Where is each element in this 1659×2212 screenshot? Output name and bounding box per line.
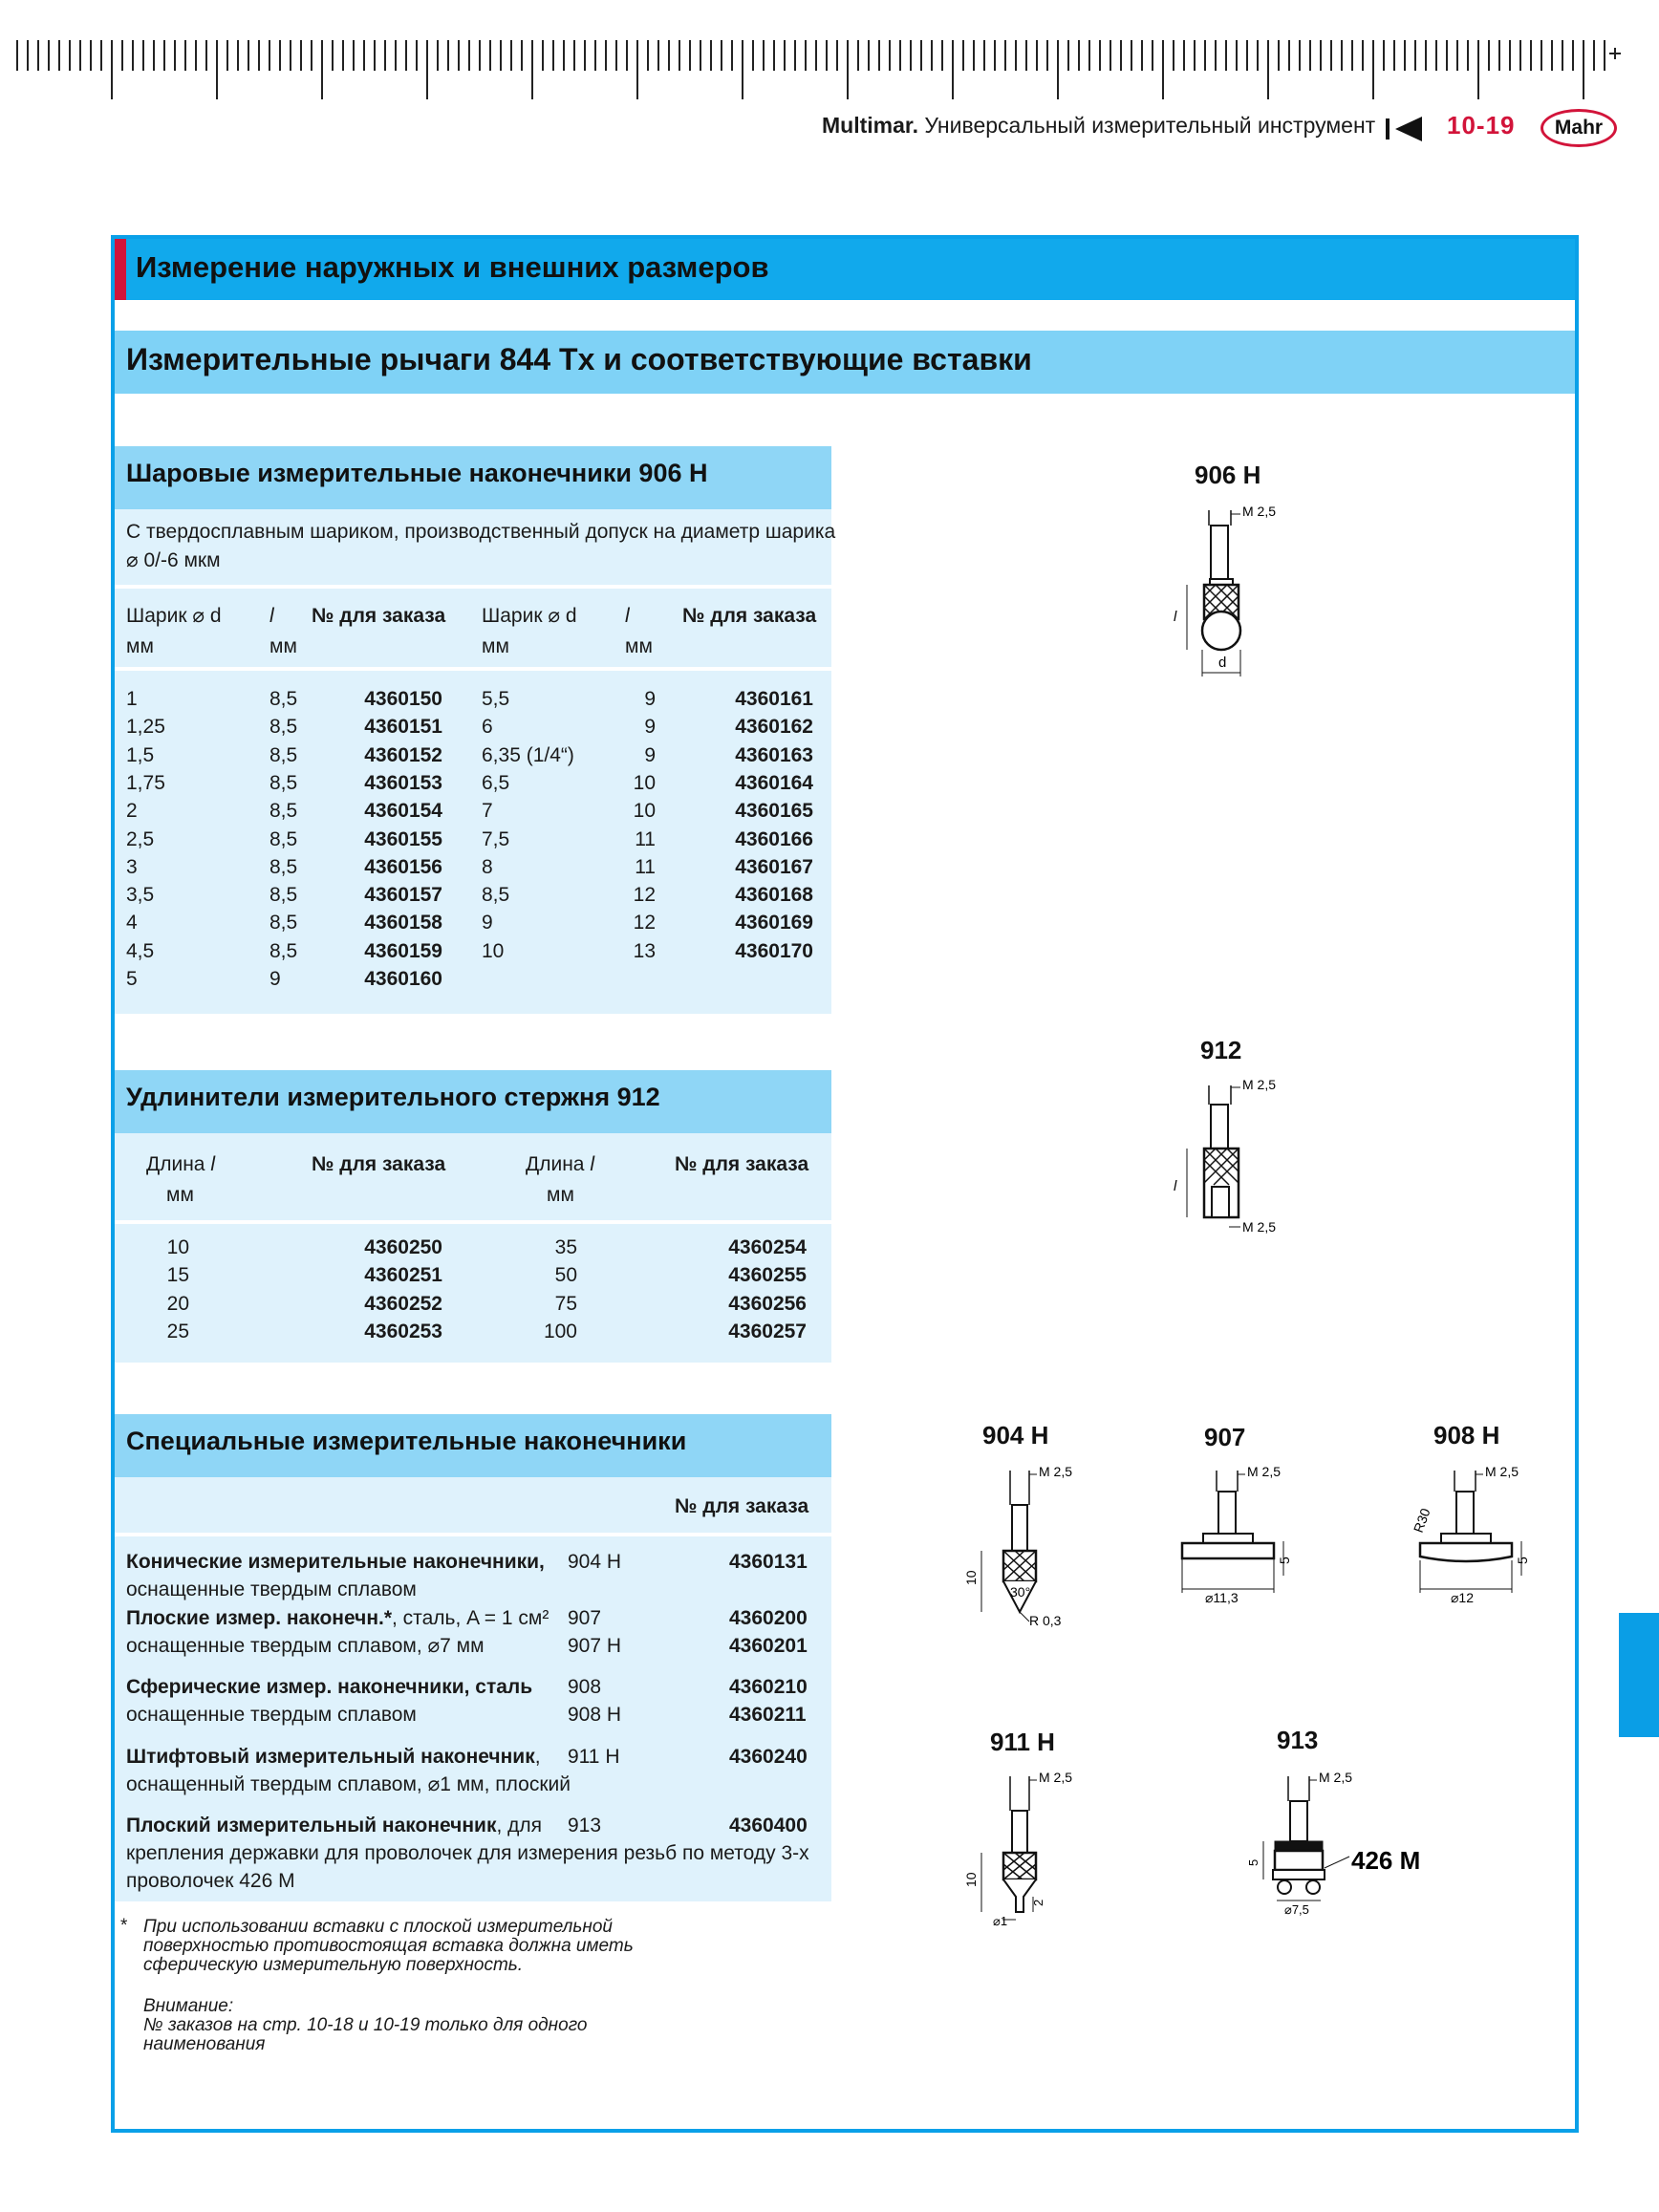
order-number-cell: 4360255 bbox=[728, 1264, 807, 1286]
length-cell: 35 bbox=[554, 1236, 577, 1258]
holder-label: 426 M bbox=[1351, 1846, 1421, 1875]
length-cell: 100 bbox=[543, 1321, 577, 1342]
drawing-906-label: 906 H bbox=[1195, 461, 1261, 489]
subsection-title: Измерительные рычаги 844 Tx и соответствующие вставки bbox=[126, 342, 1032, 376]
col-header-order: № для заказа bbox=[682, 605, 817, 627]
drawing-912 bbox=[1166, 1072, 1309, 1244]
section2-title: Удлинители измерительного стержня 912 bbox=[126, 1083, 660, 1111]
order-number-cell: 4360162 bbox=[735, 716, 813, 738]
order-number-cell: 4360166 bbox=[735, 828, 813, 850]
attention-line: № заказов на стр. 10-18 и 10-19 только для одного bbox=[143, 2015, 588, 2035]
section-banner bbox=[115, 239, 1575, 300]
footnote-line: При использовании вставки с плоской измерительной bbox=[143, 1917, 613, 1937]
drawing-904-label: 904 H bbox=[982, 1421, 1049, 1450]
length-cell: 9 bbox=[644, 688, 656, 710]
diameter-label: ⌀7,5 bbox=[1284, 1902, 1309, 1917]
col-unit: мм bbox=[166, 1184, 194, 1206]
drawing-904h bbox=[960, 1457, 1104, 1639]
diameter-label: ⌀11,3 bbox=[1205, 1590, 1239, 1605]
item-order: 4360240 bbox=[729, 1746, 808, 1768]
item-sub: оснащенные твердым сплавом bbox=[126, 1704, 417, 1726]
attention-label: Внимание: bbox=[143, 1996, 234, 2016]
thread-label: M 2,5 bbox=[1039, 1464, 1073, 1479]
length-cell: 9 bbox=[269, 968, 281, 990]
section2-header bbox=[115, 1070, 831, 1133]
order-number-cell: 4360167 bbox=[735, 856, 813, 878]
thread-label: M 2,5 bbox=[1319, 1770, 1353, 1785]
col-header-order: № для заказа bbox=[675, 1153, 809, 1175]
order-number-cell: 4360253 bbox=[364, 1321, 442, 1342]
length-cell: 13 bbox=[633, 940, 656, 962]
length-label: 10 bbox=[963, 1872, 979, 1887]
length-cell: 8,5 bbox=[269, 856, 298, 878]
thread-label: M 2,5 bbox=[1247, 1464, 1282, 1479]
order-number-cell: 4360158 bbox=[364, 912, 442, 934]
ball-diameter-cell: 4 bbox=[126, 912, 138, 934]
item-name: Плоский измерительный наконечник, для bbox=[126, 1815, 543, 1836]
item-code: 907 bbox=[568, 1607, 602, 1629]
length-cell: 10 bbox=[166, 1236, 189, 1258]
chapter-tab[interactable] bbox=[1619, 1613, 1659, 1737]
length-cell: 9 bbox=[644, 744, 656, 766]
item-name: Конические измерительные наконечники, bbox=[126, 1551, 545, 1573]
length-label: 10 bbox=[963, 1570, 979, 1585]
order-number-cell: 4360257 bbox=[728, 1321, 807, 1342]
banner-accent bbox=[115, 239, 126, 300]
length-cell: 15 bbox=[166, 1264, 189, 1286]
col-header-l: l bbox=[625, 605, 630, 627]
section1-desc: С твердосплавным шариком, производственный допуск на диаметр шарика bbox=[126, 521, 836, 543]
mahr-logo: Mahr bbox=[1540, 109, 1617, 147]
radius-label: R 0,3 bbox=[1029, 1613, 1062, 1628]
banner-title: Измерение наружных и внешних размеров bbox=[136, 250, 769, 284]
item-order: 4360211 bbox=[729, 1704, 807, 1726]
length-cell: 25 bbox=[166, 1321, 189, 1342]
divider bbox=[115, 585, 831, 589]
col-header-order: № для заказа bbox=[675, 1495, 809, 1517]
divider bbox=[115, 667, 831, 671]
length-cell: 8,5 bbox=[269, 940, 298, 962]
order-number-cell: 4360163 bbox=[735, 744, 813, 766]
item-sub: оснащенные твердым сплавом bbox=[126, 1578, 417, 1600]
order-number-cell: 4360161 bbox=[735, 688, 813, 710]
drawing-907-label: 907 bbox=[1204, 1423, 1246, 1451]
order-number-cell: 4360169 bbox=[735, 912, 813, 934]
item-code: 913 bbox=[568, 1815, 602, 1836]
ball-diameter-cell: 8 bbox=[482, 856, 493, 878]
ball-diameter-cell: 6,35 (1/4“) bbox=[482, 744, 574, 766]
section1-header bbox=[115, 446, 831, 509]
drawing-908h bbox=[1405, 1457, 1577, 1620]
drawing-906h bbox=[1166, 497, 1309, 688]
col-header-length: Длина l bbox=[146, 1153, 215, 1175]
item-order: 4360210 bbox=[729, 1676, 808, 1698]
length-cell: 10 bbox=[633, 772, 656, 794]
section1-desc: ⌀ 0/-6 мкм bbox=[126, 549, 221, 571]
ball-diameter-cell: 4,5 bbox=[126, 940, 155, 962]
drawing-908-label: 908 H bbox=[1433, 1421, 1500, 1450]
footnote-star: * bbox=[120, 1916, 128, 1936]
order-number-cell: 4360154 bbox=[364, 800, 442, 822]
thread-top-label: M 2,5 bbox=[1242, 1077, 1277, 1092]
thread-label: M 2,5 bbox=[1039, 1770, 1073, 1785]
ball-diameter-cell: 1,75 bbox=[126, 772, 165, 794]
diameter-label: ⌀1 bbox=[993, 1914, 1008, 1928]
order-number-cell: 4360252 bbox=[364, 1293, 442, 1315]
order-number-cell: 4360164 bbox=[735, 772, 813, 794]
order-number-cell: 4360168 bbox=[735, 884, 813, 906]
ball-diameter-cell: 7 bbox=[482, 800, 493, 822]
length-cell: 10 bbox=[633, 800, 656, 822]
thread-label: M 2,5 bbox=[1485, 1464, 1519, 1479]
ball-diameter-cell: 1,25 bbox=[126, 716, 165, 738]
ball-diameter-cell: 5,5 bbox=[482, 688, 510, 710]
length-cell: 8,5 bbox=[269, 744, 298, 766]
thread-bottom-label: M 2,5 bbox=[1242, 1219, 1277, 1235]
header-divider bbox=[1386, 118, 1390, 140]
length-cell: 12 bbox=[633, 884, 656, 906]
ball-diameter-cell: 3 bbox=[126, 856, 138, 878]
item-code: 908 bbox=[568, 1676, 602, 1698]
order-number-cell: 4360250 bbox=[364, 1236, 442, 1258]
length-cell: 8,5 bbox=[269, 772, 298, 794]
item-order: 4360200 bbox=[729, 1607, 808, 1629]
length-label: l bbox=[1174, 609, 1177, 625]
col-header-order: № для заказа bbox=[312, 605, 446, 627]
angle-label: 30° bbox=[1010, 1584, 1031, 1600]
footnote-line: сферическую измерительную поверхность. bbox=[143, 1955, 524, 1975]
length-cell: 11 bbox=[635, 856, 656, 878]
ball-diameter-cell: 1,5 bbox=[126, 744, 155, 766]
item-sub: оснащенные твердым сплавом, ⌀7 мм bbox=[126, 1635, 485, 1657]
divider bbox=[115, 1220, 831, 1224]
footnote-line: поверхностью противостоящая вставка должна иметь bbox=[143, 1936, 634, 1956]
item-sub: проволочек 426 M bbox=[126, 1870, 295, 1892]
order-number-cell: 4360160 bbox=[364, 968, 442, 990]
section3-header bbox=[115, 1414, 831, 1477]
length-label: l bbox=[1174, 1178, 1177, 1194]
order-number-cell: 4360159 bbox=[364, 940, 442, 962]
col-unit: мм bbox=[482, 635, 509, 657]
length-cell: 8,5 bbox=[269, 912, 298, 934]
length-cell: 75 bbox=[554, 1293, 577, 1315]
drawing-907 bbox=[1171, 1457, 1343, 1620]
ball-diameter-cell: 2,5 bbox=[126, 828, 155, 850]
drawing-913 bbox=[1242, 1763, 1453, 1935]
subsection-banner bbox=[115, 331, 1575, 394]
length-cell: 50 bbox=[554, 1264, 577, 1286]
height-label: 5 bbox=[1246, 1858, 1260, 1866]
length-cell: 8,5 bbox=[269, 828, 298, 850]
divider bbox=[115, 1533, 831, 1536]
attention-line: наименования bbox=[143, 2034, 266, 2054]
page-ruler bbox=[0, 29, 1659, 105]
item-name: Плоские измер. наконечн.*, сталь, A = 1 см² bbox=[126, 1607, 549, 1629]
order-number-cell: 4360152 bbox=[364, 744, 442, 766]
drawing-911-label: 911 H bbox=[990, 1728, 1055, 1756]
drawing-911h bbox=[960, 1763, 1104, 1944]
section3-title: Специальные измерительные наконечники bbox=[126, 1427, 687, 1455]
length-cell: 8,5 bbox=[269, 688, 298, 710]
diameter-label: d bbox=[1218, 655, 1227, 671]
col-header-l: l bbox=[269, 605, 274, 627]
col-header-order: № для заказа bbox=[312, 1153, 446, 1175]
header-title: Multimar. Универсальный измерительный инструмент bbox=[822, 113, 1376, 138]
item-sub: крепления державки для проволочек для измерения резьб по методу 3-х bbox=[126, 1842, 809, 1864]
order-number-cell: 4360156 bbox=[364, 856, 442, 878]
item-code: 911 H bbox=[568, 1746, 620, 1768]
ball-diameter-cell: 9 bbox=[482, 912, 493, 934]
item-code: 907 H bbox=[568, 1635, 622, 1657]
col-header-ball: Шарик ⌀ d bbox=[126, 605, 222, 627]
drawing-913-label: 913 bbox=[1277, 1726, 1319, 1754]
radius-label: R30 bbox=[1410, 1506, 1433, 1536]
drawing-912-label: 912 bbox=[1200, 1036, 1242, 1064]
order-number-cell: 4360155 bbox=[364, 828, 442, 850]
order-number-cell: 4360170 bbox=[735, 940, 813, 962]
col-header-ball: Шарик ⌀ d bbox=[482, 605, 577, 627]
thread-label: M 2,5 bbox=[1242, 504, 1277, 519]
item-code: 908 H bbox=[568, 1704, 622, 1726]
col-unit: мм bbox=[547, 1184, 574, 1206]
diameter-label: ⌀12 bbox=[1451, 1590, 1475, 1605]
item-sub: оснащенный твердым сплавом, ⌀1 мм, плоский bbox=[126, 1773, 571, 1795]
ball-diameter-cell: 2 bbox=[126, 800, 138, 822]
page-number: 10-19 bbox=[1447, 111, 1516, 140]
item-name: Сферические измер. наконечники, сталь bbox=[126, 1676, 533, 1698]
height-label: 5 bbox=[1277, 1557, 1292, 1564]
ball-diameter-cell: 5 bbox=[126, 968, 138, 990]
col-header-length: Длина l bbox=[526, 1153, 594, 1175]
ball-diameter-cell: 1 bbox=[126, 688, 138, 710]
length-cell: 11 bbox=[635, 828, 656, 850]
ball-diameter-cell: 8,5 bbox=[482, 884, 510, 906]
item-order: 4360400 bbox=[729, 1815, 808, 1836]
ball-diameter-cell: 6,5 bbox=[482, 772, 510, 794]
prev-page-arrow-icon[interactable] bbox=[1395, 117, 1422, 141]
ball-diameter-cell: 10 bbox=[482, 940, 505, 962]
length-cell: 20 bbox=[166, 1293, 189, 1315]
item-order: 4360201 bbox=[729, 1635, 808, 1657]
order-number-cell: 4360256 bbox=[728, 1293, 807, 1315]
length-cell: 9 bbox=[644, 716, 656, 738]
order-number-cell: 4360251 bbox=[364, 1264, 442, 1286]
height-label: 5 bbox=[1515, 1557, 1530, 1564]
item-name: Штифтовый измерительный наконечник, bbox=[126, 1746, 541, 1768]
length-cell: 12 bbox=[633, 912, 656, 934]
item-code: 904 H bbox=[568, 1551, 622, 1573]
col-unit: мм bbox=[126, 635, 154, 657]
order-number-cell: 4360165 bbox=[735, 800, 813, 822]
order-number-cell: 4360153 bbox=[364, 772, 442, 794]
length-cell: 8,5 bbox=[269, 884, 298, 906]
length-cell: 8,5 bbox=[269, 716, 298, 738]
ball-diameter-cell: 6 bbox=[482, 716, 493, 738]
ball-diameter-cell: 7,5 bbox=[482, 828, 510, 850]
ball-diameter-cell: 3,5 bbox=[126, 884, 155, 906]
tip-length-label: 2 bbox=[1031, 1899, 1045, 1906]
order-number-cell: 4360254 bbox=[728, 1236, 807, 1258]
order-number-cell: 4360157 bbox=[364, 884, 442, 906]
col-unit: мм bbox=[269, 635, 297, 657]
col-unit: мм bbox=[625, 635, 653, 657]
order-number-cell: 4360151 bbox=[364, 716, 442, 738]
order-number-cell: 4360150 bbox=[364, 688, 442, 710]
length-cell: 8,5 bbox=[269, 800, 298, 822]
section1-title: Шаровые измерительные наконечники 906 H bbox=[126, 459, 708, 487]
item-order: 4360131 bbox=[729, 1551, 808, 1573]
